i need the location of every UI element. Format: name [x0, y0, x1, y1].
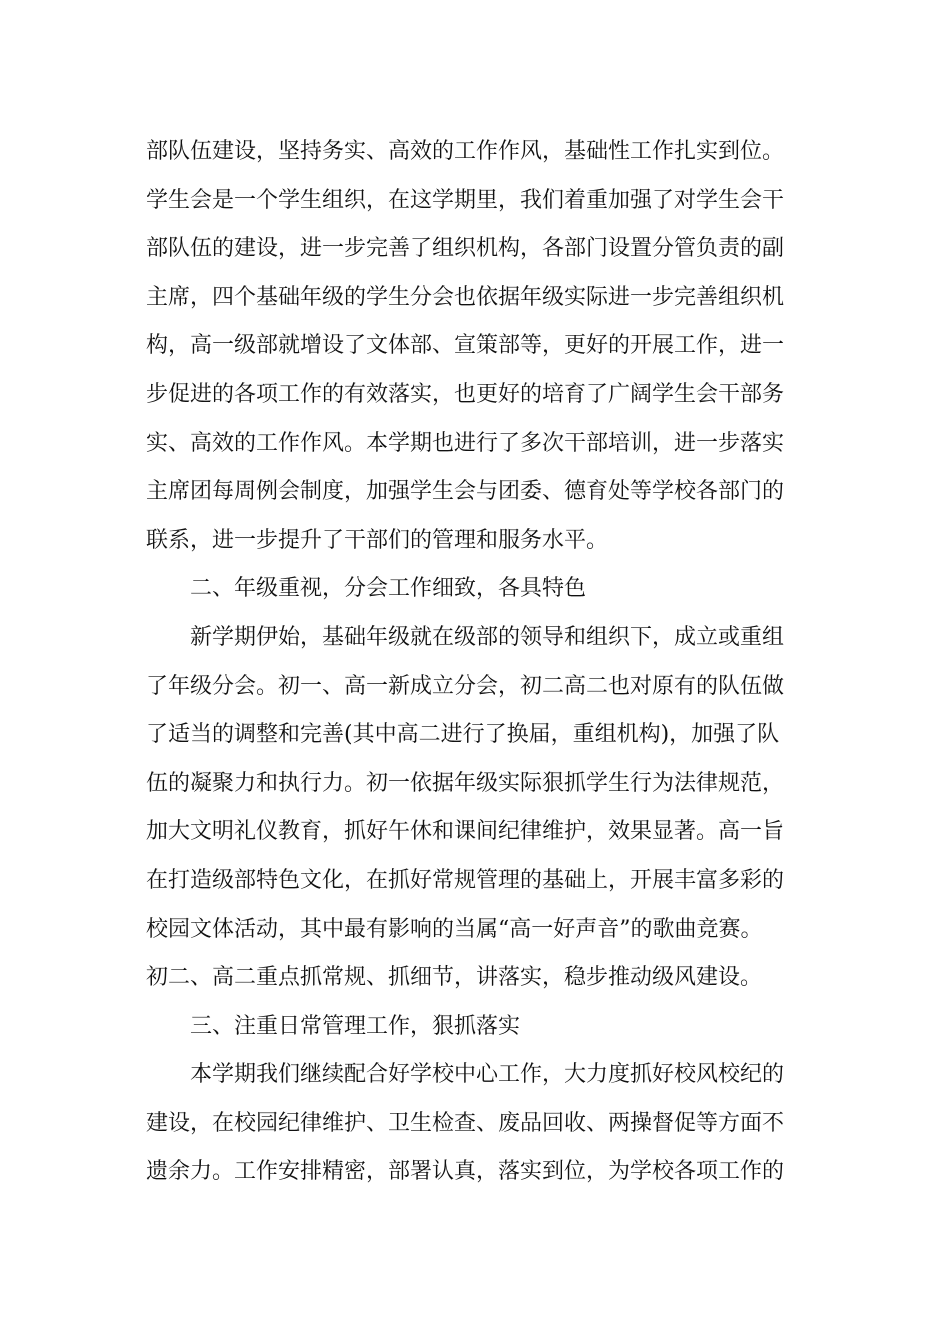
section-heading: 二、年级重视，分会工作细致，各具特色 — [190, 576, 587, 602]
text-line: 遗余力。工作安排精密，部署认真，落实到位，为学校各项工作的 — [146, 1159, 785, 1185]
text-line: 联系，进一步提升了干部们的管理和服务水平。 — [146, 527, 609, 553]
text-line: 初二、高二重点抓常规、抓细节，讲落实，稳步推动级风建设。 — [146, 965, 763, 991]
text-line: 加大文明礼仪教育，抓好午休和课间纪律维护，效果显著。高一旨 — [146, 819, 785, 845]
text-line: 步促进的各项工作的有效落实，也更好的培育了广阔学生会干部务 — [146, 381, 785, 407]
text-line: 在打造级部特色文化，在抓好常规管理的基础上，开展丰富多彩的 — [146, 867, 785, 893]
text-line: 实、高效的工作作风。本学期也进行了多次干部培训，进一步落实 — [146, 430, 785, 456]
text-line: 部队伍建设，坚持务实、高效的工作作风，基础性工作扎实到位。 — [146, 139, 785, 164]
text-line: 部队伍的建设，进一步完善了组织机构，各部门设置分管负责的副 — [146, 236, 785, 262]
text-line: 伍的凝聚力和执行力。初一依据年级实际狠抓学生行为法律规范， — [146, 770, 785, 796]
text-line: 主席，四个基础年级的学生分会也依据年级实际进一步完善组织机 — [146, 284, 785, 310]
document-body — [146, 128, 808, 1197]
text-line: 主席团每周例会制度，加强学生会与团委、德育处等学校各部门的 — [146, 479, 785, 505]
text-line: 建设，在校园纪律维护、卫生检查、废品回收、两操督促等方面不 — [146, 1110, 785, 1136]
text-line: 了适当的调整和完善(其中高二进行了换届，重组机构)，加强了队 — [146, 722, 780, 748]
text-line: 学生会是一个学生组织，在这学期里，我们着重加强了对学生会干 — [146, 187, 785, 213]
text-line: 构，高一级部就增设了文体部、宣策部等，更好的开展工作，进一 — [146, 333, 785, 359]
section-heading: 三、注重日常管理工作，狠抓落实 — [190, 1013, 521, 1039]
text-line: 了年级分会。初一、高一新成立分会，初二高二也对原有的队伍做 — [146, 673, 785, 699]
text-line: 新学期伊始，基础年级就在级部的领导和组织下，成立或重组 — [190, 624, 785, 650]
text-line: 本学期我们继续配合好学校中心工作，大力度抓好校风校纪的 — [190, 1062, 785, 1088]
text-line: 校园文体活动，其中最有影响的当属“高一好声音”的歌曲竞赛。 — [146, 916, 763, 942]
